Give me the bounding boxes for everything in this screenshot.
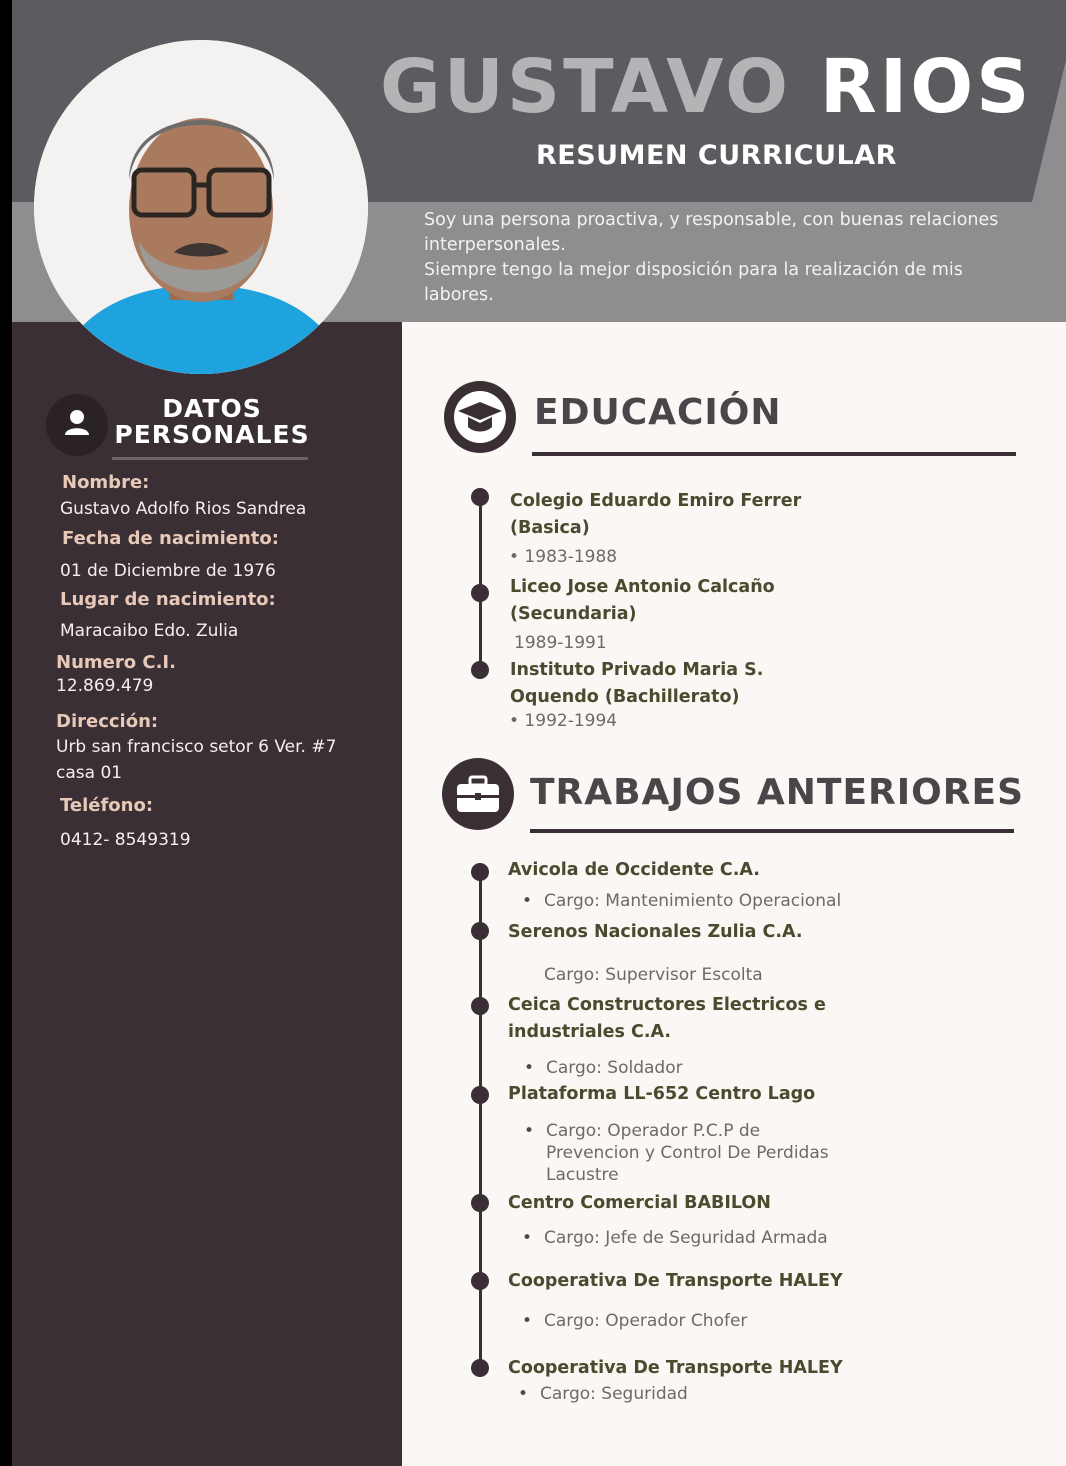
- personal-data-title: [112, 396, 312, 448]
- timeline-dot: [471, 997, 489, 1015]
- resume-subtitle: RESUMEN CURRICULAR: [536, 140, 897, 171]
- timeline-dot: [471, 1086, 489, 1104]
- summary-line: Siempre tengo la mejor disposición para la realización de mis labores.: [424, 260, 963, 305]
- timeline-dot: [471, 584, 489, 602]
- job-company: Avicola de Occidente C.A.: [508, 860, 760, 880]
- profile-photo: [34, 40, 368, 374]
- id-label: Numero C.I.: [56, 652, 176, 673]
- timeline-dot: [471, 661, 489, 679]
- last-name: RIOS: [819, 44, 1033, 130]
- address-value: Urb san francisco setor 6 Ver. #7 casa 01: [56, 737, 337, 783]
- briefcase-icon: [442, 758, 514, 830]
- education-school: Liceo Jose Antonio Calcaño (Secundaria): [510, 577, 775, 624]
- first-name: GUSTAVO: [380, 44, 791, 130]
- timeline-dot: [471, 1272, 489, 1290]
- jobs-underline: [530, 829, 1014, 833]
- timeline-dot: [471, 922, 489, 940]
- resume-page: [12, 0, 1066, 1466]
- job-company: Cooperativa De Transporte HALEY: [508, 1271, 843, 1291]
- timeline-dot: [471, 863, 489, 881]
- candidate-name: [380, 42, 1060, 132]
- timeline-dot: [471, 1359, 489, 1377]
- job-role: • Cargo: Jefe de Seguridad Armada: [544, 1227, 828, 1249]
- profile-summary: [424, 208, 1004, 308]
- jobs-title: TRABAJOS ANTERIORES: [530, 772, 1024, 813]
- job-company: Plataforma LL-652 Centro Lago: [508, 1084, 816, 1104]
- divider: [112, 457, 308, 460]
- job-company: Cooperativa De Transporte HALEY: [508, 1358, 843, 1378]
- education-years: 1989-1991: [514, 633, 607, 653]
- job-role: • Cargo: Seguridad: [540, 1383, 688, 1405]
- timeline-dot: [471, 488, 489, 506]
- sidebar: [12, 322, 402, 1466]
- job-role: • Cargo: Operador Chofer: [544, 1310, 747, 1332]
- job-role: • Cargo: Operador P.C.P de Prevencion y Control De Perdidas Lacustre: [546, 1120, 836, 1186]
- birth-place-value: Maracaibo Edo. Zulia: [60, 621, 239, 641]
- education-underline: [532, 452, 1016, 456]
- graduation-cap-icon: [444, 381, 516, 453]
- id-value: 12.869.479: [56, 676, 154, 696]
- education-years: • 1992-1994: [509, 711, 618, 731]
- job-role: • Cargo: Mantenimiento Operacional: [544, 890, 841, 912]
- job-role: • Cargo: Soldador: [546, 1057, 683, 1079]
- birth-date-value: 01 de Diciembre de 1976: [60, 561, 276, 581]
- user-icon: [46, 394, 108, 456]
- education-school: Colegio Eduardo Emiro Ferrer (Basica): [510, 491, 802, 538]
- job-company: Ceica Constructores Electricos e industriales C.A.: [508, 995, 826, 1042]
- job-role: Cargo: Supervisor Escolta: [544, 965, 763, 985]
- education-years: • 1983-1988: [509, 547, 618, 567]
- education-title: EDUCACIÓN: [534, 392, 782, 433]
- job-company: Serenos Nacionales Zulia C.A.: [508, 922, 803, 942]
- phone-value: 0412- 8549319: [60, 830, 191, 850]
- job-company: Centro Comercial BABILON: [508, 1193, 771, 1213]
- name-label: Nombre:: [62, 472, 150, 493]
- profile-photo-illustration: [34, 40, 368, 374]
- phone-label: Teléfono:: [60, 795, 154, 816]
- personal-title-line: DATOS: [162, 394, 262, 423]
- personal-title-line: PERSONALES: [114, 420, 310, 449]
- jobs-timeline: [479, 871, 482, 1369]
- summary-line: Soy una persona proactiva, y responsable, con buenas relaciones interpersonales.: [424, 210, 999, 255]
- birth-place-label: Lugar de nacimiento:: [60, 589, 276, 610]
- name-value: Gustavo Adolfo Rios Sandrea: [60, 499, 307, 519]
- address-label: Dirección:: [56, 711, 159, 732]
- birth-date-label: Fecha de nacimiento:: [62, 528, 279, 549]
- timeline-dot: [471, 1194, 489, 1212]
- education-school: Instituto Privado Maria S. Oquendo (Bachillerato): [510, 660, 764, 707]
